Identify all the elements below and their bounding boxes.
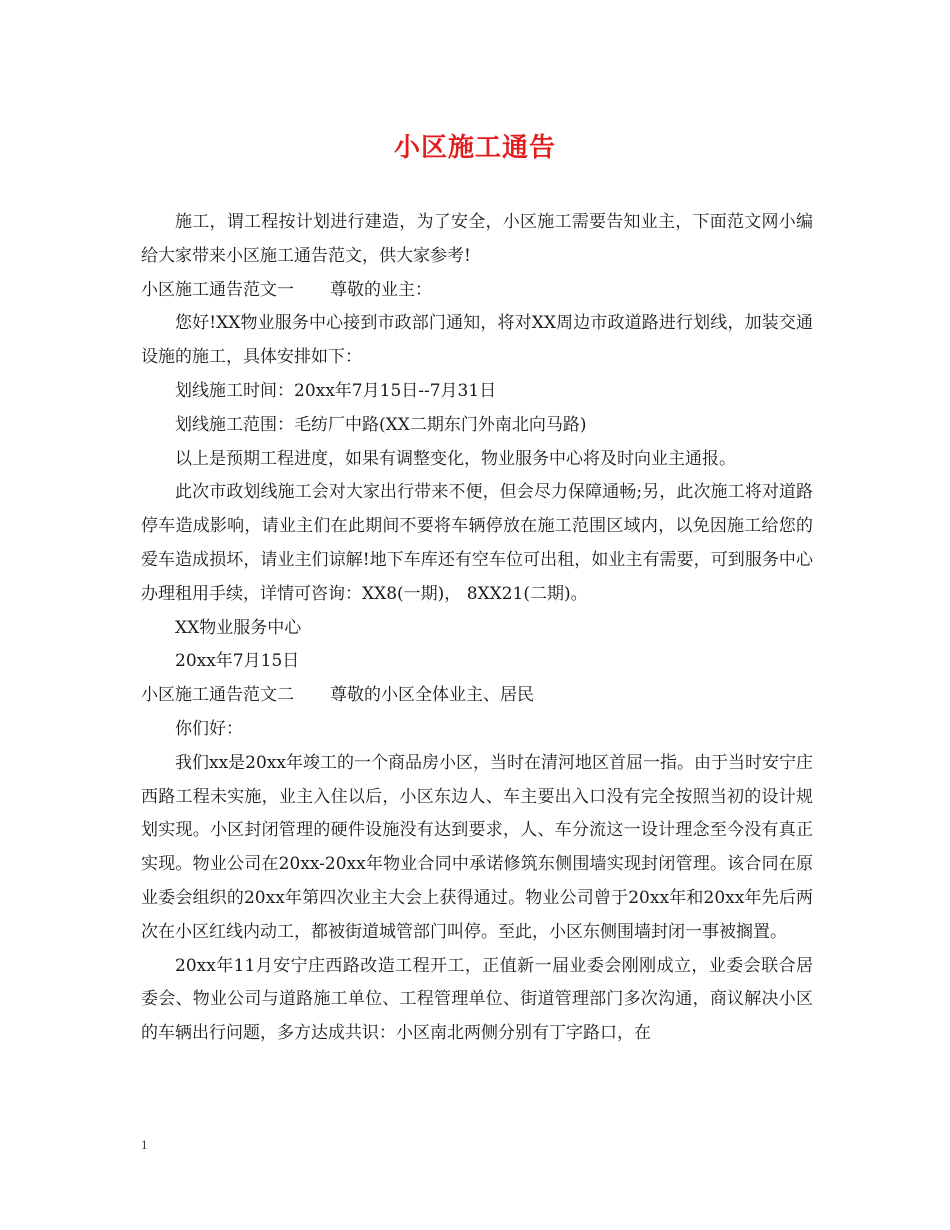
sample1-construction-time: 划线施工时间：20xx年7月15日--7月31日	[175, 380, 497, 401]
sample2-paragraph-history: 我们xx是20xx年竣工的一个商品房小区，当时在清河地区首屈一指。由于当时安宁庄西路工程未实施，业主入住以后，小区东边人、车主要出入口没有完全按照当初的设计规划实现。小区封闭管理的硬件设施没有达到要求，人、车分流这一设计理念至今没有真正实现。物业公司在20xx-20xx年物业合同中承诺修筑东侧围墙实现封闭管理。该合同在原业委会组织的20xx年第四次业主大会上获得通过。物业公司曾于20xx年和20xx年先后两次在小区红线内动工，都被街道城管部门叫停。至此，小区东侧围墙封闭一事被搁置。	[141, 752, 813, 942]
sample2-paragraph-roadwork: 20xx年11月安宁庄西路改造工程开工，正值新一届业委会刚刚成立，业委会联合居委会、物业公司与道路施工单位、工程管理单位、街道管理部门多次沟通，商议解决小区的车辆出行问题，多方达成共识：小区南北两侧分别有丁字路口，在	[141, 955, 813, 1044]
sample1-salutation: 尊敬的业主：	[330, 279, 432, 300]
sample1-signature: XX物业服务中心	[175, 617, 302, 638]
sample1-heading-line	[141, 274, 813, 308]
sample1-date: 20xx年7月15日	[175, 651, 300, 672]
sample2-heading: 小区施工通告范文二	[141, 685, 294, 706]
document-body	[141, 206, 813, 1051]
sample1-paragraph-notice: 您好!XX物业服务中心接到市政部门通知，将对XX周边市政道路进行划线，加装交通设施的施工，具体安排如下：	[141, 313, 813, 368]
sample1-paragraph-inconvenience: 此次市政划线施工会对大家出行带来不便，但会尽力保障通畅;另，此次施工将对道路停车造成影响，请业主们在此期间不要将车辆停放在施工范围区域内，以免因施工给您的爱车造成损坏，请业主们谅解!地下车库还有空车位可出租，如业主有需要，可到服务中心办理租用手续，详情可咨询：XX8(一期)， 8XX21(二期)。	[141, 482, 813, 604]
sample1-paragraph-progress: 以上是预期工程进度，如果有调整变化，物业服务中心将及时向业主通报。	[175, 448, 736, 469]
sample2-salutation: 尊敬的小区全体业主、居民	[330, 685, 534, 706]
sample1-heading: 小区施工通告范文一	[141, 279, 294, 300]
sample1-construction-range: 划线施工范围：毛纺厂中路(XX二期东门外南北向马路)	[175, 414, 587, 435]
sample2-heading-line	[141, 679, 813, 713]
document-title: 小区施工通告	[393, 133, 556, 163]
page-number: 1	[141, 1137, 148, 1152]
intro-paragraph: 施工，谓工程按计划进行建造，为了安全，小区施工需要告知业主，下面范文网小编给大家带来小区施工通告范文，供大家参考!	[141, 212, 813, 266]
sample2-greeting: 你们好：	[175, 718, 243, 739]
